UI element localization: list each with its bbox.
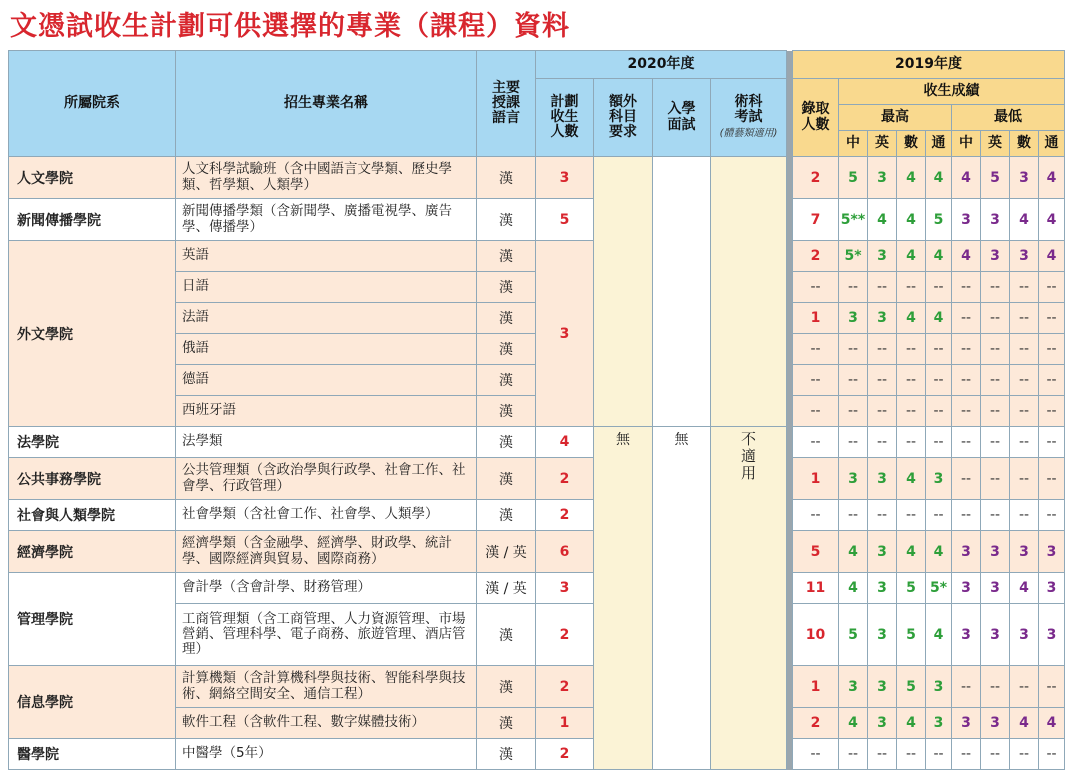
score-high-chinese: -- <box>839 396 868 427</box>
score-low-math: 4 <box>1010 573 1039 604</box>
score-high-math: 5 <box>897 573 926 604</box>
quota-cell: 2 <box>536 666 594 708</box>
admitted-count: -- <box>793 272 839 303</box>
program-name: 俄語 <box>176 334 477 365</box>
score-high-math: -- <box>897 396 926 427</box>
score-high-ls: 5* <box>926 573 952 604</box>
score-low-math: -- <box>1010 427 1039 458</box>
score-high-math: 4 <box>897 531 926 573</box>
program-name: 計算機類（含計算機科學與技術、智能科學與技術、網絡空間安全、通信工程） <box>176 666 477 708</box>
score-high-math: -- <box>897 365 926 396</box>
page-title: 文憑試收生計劃可供選擇的專業（課程）資料 <box>10 11 570 42</box>
table-row <box>9 666 1065 708</box>
score-high-english: -- <box>868 365 897 396</box>
score-low-ls: 4 <box>1039 708 1065 739</box>
score-high-chinese: 5 <box>839 157 868 199</box>
extra-subject-cell: 無 <box>594 427 653 770</box>
skill-test-cell <box>711 427 787 770</box>
score-low-ls: 4 <box>1039 199 1065 241</box>
score-high-math: 4 <box>897 303 926 334</box>
teaching-language: 漢 <box>477 458 536 500</box>
table-row <box>9 157 1065 199</box>
score-high-english: -- <box>868 396 897 427</box>
teaching-language: 漢 <box>477 739 536 770</box>
score-high-chinese: 4 <box>839 708 868 739</box>
department-cell: 外文學院 <box>9 241 176 427</box>
quota-cell: 2 <box>536 458 594 500</box>
score-low-ls: -- <box>1039 458 1065 500</box>
score-high-chinese: -- <box>839 365 868 396</box>
score-high-math: -- <box>897 739 926 770</box>
score-low-math: -- <box>1010 739 1039 770</box>
score-low-english: 3 <box>981 708 1010 739</box>
header-subject-ls-low: 通 <box>1039 131 1065 157</box>
score-high-ls: -- <box>926 739 952 770</box>
score-low-math: -- <box>1010 666 1039 708</box>
program-name: 法語 <box>176 303 477 334</box>
score-high-chinese: 3 <box>839 303 868 334</box>
score-low-math: -- <box>1010 396 1039 427</box>
score-high-english: -- <box>868 334 897 365</box>
admission-table <box>8 50 1065 770</box>
header-department: 所屬院系 <box>9 51 176 157</box>
program-name: 中醫學（5年） <box>176 739 477 770</box>
header-quota: 計劃 收生 人數 <box>536 79 594 157</box>
header-subject-math-low: 數 <box>1010 131 1039 157</box>
score-low-english: -- <box>981 365 1010 396</box>
score-high-english: -- <box>868 272 897 303</box>
table-row <box>9 531 1065 573</box>
department-cell: 法學院 <box>9 427 176 458</box>
score-low-chinese: -- <box>952 739 981 770</box>
score-high-chinese: -- <box>839 739 868 770</box>
header-program: 招生專業名稱 <box>176 51 477 157</box>
header-subject-math-high: 數 <box>897 131 926 157</box>
header-language: 主要 授課 語言 <box>477 51 536 157</box>
score-high-ls: -- <box>926 272 952 303</box>
teaching-language: 漢 <box>477 199 536 241</box>
quota-cell: 3 <box>536 573 594 604</box>
score-low-math: 3 <box>1010 157 1039 199</box>
score-high-english: -- <box>868 427 897 458</box>
table-row <box>9 199 1065 241</box>
quota-cell: 1 <box>536 708 594 739</box>
header-extra-subject: 額外 科目 要求 <box>594 79 653 157</box>
score-high-ls: -- <box>926 334 952 365</box>
teaching-language: 漢 <box>477 396 536 427</box>
header-interview: 入學 面試 <box>653 79 711 157</box>
teaching-language: 漢 <box>477 157 536 199</box>
score-high-english: 3 <box>868 604 897 666</box>
teaching-language: 漢 <box>477 241 536 272</box>
score-low-english: 3 <box>981 241 1010 272</box>
teaching-language: 漢 <box>477 708 536 739</box>
department-cell: 公共事務學院 <box>9 458 176 500</box>
score-high-english: 3 <box>868 573 897 604</box>
program-name: 經濟學類（含金融學、經濟學、財政學、統計學、國際經濟與貿易、國際商務） <box>176 531 477 573</box>
score-high-math: 4 <box>897 241 926 272</box>
score-high-math: 4 <box>897 458 926 500</box>
score-high-english: 4 <box>868 199 897 241</box>
score-high-ls: 4 <box>926 531 952 573</box>
score-low-math: -- <box>1010 303 1039 334</box>
program-name: 工商管理類（含工商管理、人力資源管理、市場營銷、管理科學、電子商務、旅遊管理、酒店管理） <box>176 604 477 666</box>
header-year-2020: 2020年度 <box>536 51 787 79</box>
quota-cell: 4 <box>536 427 594 458</box>
score-low-ls: 3 <box>1039 573 1065 604</box>
score-high-english: 3 <box>868 666 897 708</box>
score-low-ls: 3 <box>1039 531 1065 573</box>
score-high-chinese: 3 <box>839 458 868 500</box>
department-cell: 人文學院 <box>9 157 176 199</box>
score-high-english: -- <box>868 739 897 770</box>
admission-table-wrapper <box>8 50 1065 770</box>
teaching-language: 漢 <box>477 272 536 303</box>
score-low-ls: -- <box>1039 334 1065 365</box>
quota-cell: 2 <box>536 739 594 770</box>
program-name: 英語 <box>176 241 477 272</box>
table-row <box>9 739 1065 770</box>
score-low-chinese: -- <box>952 666 981 708</box>
program-name: 新聞傳播學類（含新聞學、廣播電視學、廣告學、傳播學） <box>176 199 477 241</box>
score-low-chinese: -- <box>952 334 981 365</box>
score-high-math: -- <box>897 427 926 458</box>
score-low-ls: -- <box>1039 365 1065 396</box>
score-low-english: -- <box>981 666 1010 708</box>
score-low-chinese: 3 <box>952 573 981 604</box>
admitted-count: 1 <box>793 458 839 500</box>
score-high-ls: 3 <box>926 708 952 739</box>
score-high-english: 3 <box>868 531 897 573</box>
score-low-chinese: 3 <box>952 604 981 666</box>
table-row <box>9 241 1065 272</box>
header-subject-english-low: 英 <box>981 131 1010 157</box>
score-low-chinese: -- <box>952 272 981 303</box>
admitted-count: 2 <box>793 708 839 739</box>
teaching-language: 漢 / 英 <box>477 531 536 573</box>
score-high-english: 3 <box>868 458 897 500</box>
teaching-language: 漢 <box>477 500 536 531</box>
score-low-ls: -- <box>1039 396 1065 427</box>
score-low-ls: -- <box>1039 427 1065 458</box>
score-high-chinese: 5 <box>839 604 868 666</box>
teaching-language: 漢 <box>477 334 536 365</box>
score-low-ls: -- <box>1039 272 1065 303</box>
score-high-math: -- <box>897 500 926 531</box>
score-high-ls: 3 <box>926 666 952 708</box>
score-high-math: 4 <box>897 157 926 199</box>
program-name: 社會學類（含社會工作、社會學、人類學） <box>176 500 477 531</box>
table-row <box>9 458 1065 500</box>
score-high-math: -- <box>897 334 926 365</box>
score-high-chinese: -- <box>839 500 868 531</box>
score-high-chinese: 4 <box>839 573 868 604</box>
score-high-ls: -- <box>926 500 952 531</box>
score-high-english: -- <box>868 500 897 531</box>
admitted-count: 11 <box>793 573 839 604</box>
score-high-english: 3 <box>868 303 897 334</box>
extra-subject-cell <box>594 157 653 427</box>
score-low-math: -- <box>1010 500 1039 531</box>
score-low-english: -- <box>981 500 1010 531</box>
score-high-english: 3 <box>868 157 897 199</box>
score-high-math: 5 <box>897 666 926 708</box>
score-low-chinese: -- <box>952 500 981 531</box>
score-low-english: -- <box>981 272 1010 303</box>
program-name: 德語 <box>176 365 477 396</box>
score-low-math: -- <box>1010 334 1039 365</box>
score-high-math: 4 <box>897 708 926 739</box>
admitted-count: 1 <box>793 303 839 334</box>
score-low-chinese: 4 <box>952 241 981 272</box>
score-low-chinese: -- <box>952 396 981 427</box>
program-name: 西班牙語 <box>176 396 477 427</box>
score-high-english: 3 <box>868 241 897 272</box>
admitted-count: 2 <box>793 241 839 272</box>
admitted-count: -- <box>793 500 839 531</box>
header-subject-ls-high: 通 <box>926 131 952 157</box>
score-high-chinese: -- <box>839 272 868 303</box>
score-low-english: -- <box>981 334 1010 365</box>
skill-test-cell <box>711 157 787 427</box>
admitted-count: 1 <box>793 666 839 708</box>
score-low-ls: -- <box>1039 500 1065 531</box>
score-low-chinese: 3 <box>952 199 981 241</box>
score-low-english: 3 <box>981 531 1010 573</box>
score-high-ls: 4 <box>926 604 952 666</box>
score-low-ls: -- <box>1039 739 1065 770</box>
department-cell: 管理學院 <box>9 573 176 666</box>
header-year-2019: 2019年度 <box>793 51 1065 79</box>
score-low-english: -- <box>981 427 1010 458</box>
score-low-english: 3 <box>981 573 1010 604</box>
interview-cell: 無 <box>653 427 711 770</box>
score-low-math: 4 <box>1010 708 1039 739</box>
department-cell: 醫學院 <box>9 739 176 770</box>
admitted-count: -- <box>793 396 839 427</box>
score-high-ls: -- <box>926 427 952 458</box>
score-low-math: -- <box>1010 272 1039 303</box>
program-name: 法學類 <box>176 427 477 458</box>
score-high-ls: 4 <box>926 241 952 272</box>
quota-cell: 3 <box>536 157 594 199</box>
teaching-language: 漢 <box>477 604 536 666</box>
table-row <box>9 573 1065 604</box>
admitted-count: 10 <box>793 604 839 666</box>
score-high-chinese: 5* <box>839 241 868 272</box>
department-cell: 社會與人類學院 <box>9 500 176 531</box>
score-low-english: 3 <box>981 604 1010 666</box>
table-row <box>9 427 1065 458</box>
score-high-ls: 5 <box>926 199 952 241</box>
admitted-count: 5 <box>793 531 839 573</box>
score-high-chinese: 3 <box>839 666 868 708</box>
teaching-language: 漢 <box>477 666 536 708</box>
header-subject-chinese-low: 中 <box>952 131 981 157</box>
admitted-count: -- <box>793 427 839 458</box>
header-skill-test: 術科 考試 (體藝類適用) <box>711 79 787 157</box>
quota-cell: 3 <box>536 241 594 427</box>
header-skill-note: (體藝類適用) <box>719 128 778 140</box>
score-low-ls: -- <box>1039 303 1065 334</box>
score-low-chinese: 4 <box>952 157 981 199</box>
department-cell: 新聞傳播學院 <box>9 199 176 241</box>
score-high-ls: -- <box>926 365 952 396</box>
score-low-chinese: 3 <box>952 708 981 739</box>
score-low-english: -- <box>981 739 1010 770</box>
header-lowest: 最低 <box>952 105 1065 131</box>
score-low-ls: -- <box>1039 666 1065 708</box>
admitted-count: 2 <box>793 157 839 199</box>
score-low-english: -- <box>981 458 1010 500</box>
quota-cell: 5 <box>536 199 594 241</box>
quota-cell: 6 <box>536 531 594 573</box>
header-subject-chinese-high: 中 <box>839 131 868 157</box>
score-low-math: 3 <box>1010 531 1039 573</box>
score-high-math: -- <box>897 272 926 303</box>
teaching-language: 漢 <box>477 427 536 458</box>
teaching-language: 漢 / 英 <box>477 573 536 604</box>
admitted-count: -- <box>793 334 839 365</box>
header-subject-english-high: 英 <box>868 131 897 157</box>
score-high-chinese: 4 <box>839 531 868 573</box>
header-admitted: 錄取 人數 <box>793 79 839 157</box>
score-low-ls: 4 <box>1039 241 1065 272</box>
score-high-math: 5 <box>897 604 926 666</box>
quota-cell: 2 <box>536 604 594 666</box>
score-low-math: 4 <box>1010 199 1039 241</box>
score-high-english: 3 <box>868 708 897 739</box>
score-low-math: 3 <box>1010 604 1039 666</box>
header-highest: 最高 <box>839 105 952 131</box>
table-row <box>9 500 1065 531</box>
teaching-language: 漢 <box>477 303 536 334</box>
program-name: 公共管理類（含政治學與行政學、社會工作、社會學、行政管理） <box>176 458 477 500</box>
header-scores: 收生成績 <box>839 79 1065 105</box>
score-low-chinese: 3 <box>952 531 981 573</box>
score-low-chinese: -- <box>952 427 981 458</box>
score-high-chinese: -- <box>839 334 868 365</box>
score-high-ls: 3 <box>926 458 952 500</box>
score-high-ls: -- <box>926 396 952 427</box>
department-cell: 信息學院 <box>9 666 176 739</box>
score-low-chinese: -- <box>952 458 981 500</box>
score-low-math: 3 <box>1010 241 1039 272</box>
program-name: 軟件工程（含軟件工程、數字媒體技術） <box>176 708 477 739</box>
score-low-english: -- <box>981 396 1010 427</box>
not-applicable-text: 不適用 <box>739 431 757 482</box>
score-low-chinese: -- <box>952 303 981 334</box>
score-high-ls: 4 <box>926 303 952 334</box>
score-low-chinese: -- <box>952 365 981 396</box>
score-low-ls: 3 <box>1039 604 1065 666</box>
score-low-english: 5 <box>981 157 1010 199</box>
score-high-chinese: -- <box>839 427 868 458</box>
score-high-chinese: 5** <box>839 199 868 241</box>
score-low-english: 3 <box>981 199 1010 241</box>
score-low-ls: 4 <box>1039 157 1065 199</box>
program-name: 會計學（含會計學、財務管理） <box>176 573 477 604</box>
quota-cell: 2 <box>536 500 594 531</box>
program-name: 人文科學試驗班（含中國語言文學類、歷史學類、哲學類、人類學） <box>176 157 477 199</box>
admitted-count: 7 <box>793 199 839 241</box>
score-high-ls: 4 <box>926 157 952 199</box>
department-cell: 經濟學院 <box>9 531 176 573</box>
interview-cell <box>653 157 711 427</box>
score-low-english: -- <box>981 303 1010 334</box>
admitted-count: -- <box>793 365 839 396</box>
score-low-math: -- <box>1010 365 1039 396</box>
program-name: 日語 <box>176 272 477 303</box>
teaching-language: 漢 <box>477 365 536 396</box>
admitted-count: -- <box>793 739 839 770</box>
score-low-math: -- <box>1010 458 1039 500</box>
score-high-math: 4 <box>897 199 926 241</box>
